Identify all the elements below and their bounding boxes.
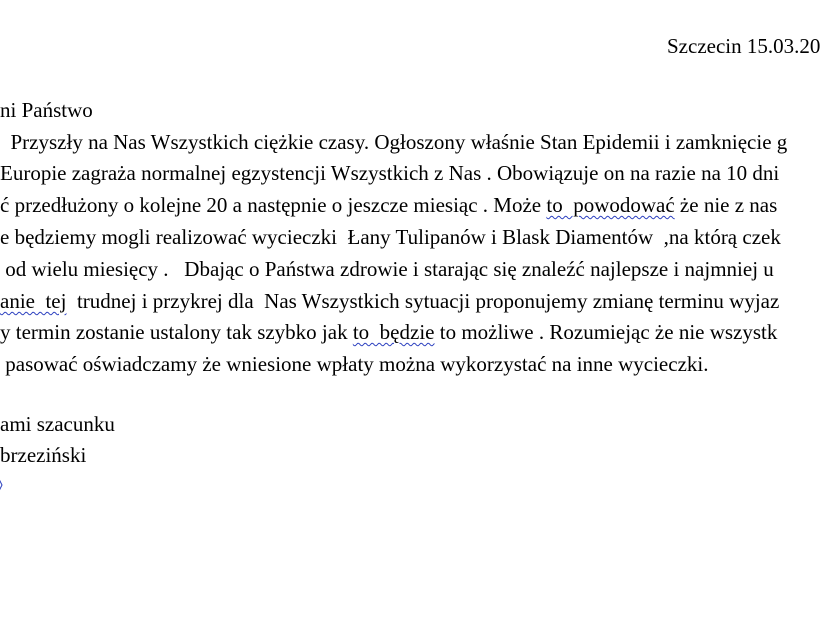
- body-line-7: [0, 320, 777, 344]
- spellcheck-flag: to powodować: [546, 193, 675, 217]
- body-line-4: e będziemy mogli realizować wycieczki Łany Tulipanów i Blask Diamentów ,na którą czek: [0, 225, 781, 249]
- body-line-6: [0, 289, 779, 313]
- body-line-1: Przyszły na Nas Wszystkich ciężkie czasy. Ogłoszony właśnie Stan Epidemii i zamknięcie g: [0, 130, 788, 154]
- body-line-8: pasować oświadczamy że wniesione wpłaty można wykorzystać na inne wycieczki.: [0, 352, 709, 376]
- body-line-2: Europie zagraża normalnej egzystencji Wszystkich z Nas . Obowiązuje on na razie na 10 dni: [0, 161, 780, 185]
- greeting: ni Państwo: [0, 98, 93, 122]
- spellcheck-flag: anie tej: [0, 289, 67, 313]
- body-line-3-start: ć przedłużony o kolejne 20 a następnie o jeszcze miesiąc . Może: [0, 193, 547, 217]
- signature: brzeziński: [0, 443, 87, 467]
- spellcheck-flag: to będzie: [352, 320, 435, 344]
- text-cursor-mark-icon: [0, 478, 4, 492]
- closing: ami szacunku: [0, 412, 115, 436]
- body-line-7-end: to możliwe . Rozumiejąc że nie wszystk: [434, 320, 778, 344]
- body-line-7-start: y termin zostanie ustalony tak szybko jak: [0, 320, 353, 344]
- body-line-6-end: trudnej i przykrej dla Nas Wszystkich sytuacji proponujemy zmianę terminu wyjaz: [66, 289, 780, 313]
- body-line-3: [0, 193, 777, 217]
- date-line: Szczecin 15.03.20: [667, 34, 821, 58]
- body-line-3-end: że nie z nas: [674, 193, 778, 217]
- body-line-5: od wielu miesięcy . Dbając o Państwa zdrowie i starając się znaleźć najlepsze i najmniej u: [0, 257, 774, 281]
